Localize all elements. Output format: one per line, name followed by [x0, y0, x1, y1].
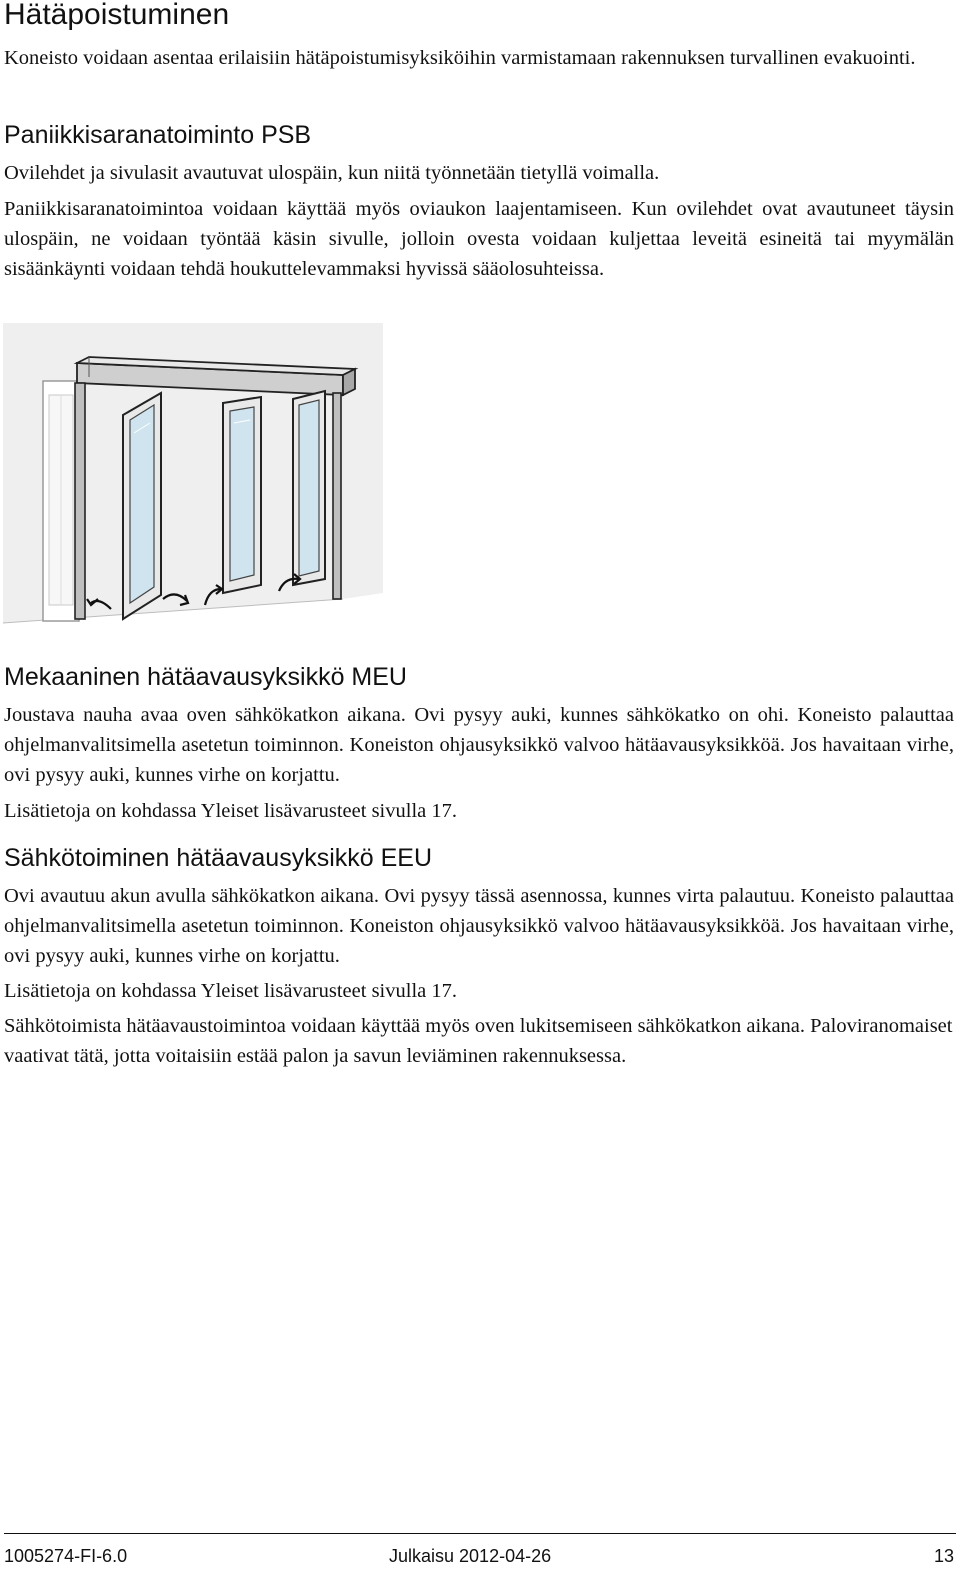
footer-release: Julkaisu 2012-04-26 [389, 1546, 552, 1566]
door-illustration [3, 323, 383, 629]
panic-door-drawing [3, 323, 383, 629]
psb-paragraph-1: Ovilehdet ja sivulasit avautuvat ulospäin, kun niitä työnnetään tietyllä voimalla. [4, 162, 660, 184]
door-leaf-3 [293, 391, 325, 585]
eeu-paragraph-2: Lisätietoja on kohdassa Yleiset lisävarusteet sivulla 17. [4, 980, 457, 1002]
footer-doc-id: 1005274-FI-6.0 [4, 1546, 128, 1566]
psb-paragraph-2: Paniikkisaranatoimintoa voidaan käyttää myös oviaukon laajentamiseen. Kun ovilehdet ovat avautuneet täysin ulospäin, ne voidaan työntää käsin sivulle, jolloin ovesta voidaan kuljettaa leveitä esineitä tai myymälän sisäänkäynti voidaan tehdä houkuttelevammaksi hyvissä sääolosuhteissa. [4, 198, 954, 280]
meu-paragraph-2: Lisätietoja on kohdassa Yleiset lisävarusteet sivulla 17. [4, 800, 457, 822]
eeu-paragraph-1: Ovi avautuu akun avulla sähkökatkon aikana. Ovi pysyy tässä asennossa, kunnes virta palautuu. Koneisto palauttaa ohjelmanvalitsimella asetetun toiminnon. Koneiston ohjausyksikkö valvoo hätäavausyksikköä. Jos havaitaan virhe, ovi pysyy auki, kunnes virhe on korjattu. [4, 885, 954, 967]
door-leaf-2 [223, 397, 261, 593]
footer-page-number: 13 [933, 1546, 954, 1566]
side-screen [43, 381, 79, 621]
page-heading: Hätäpoistuminen [4, 0, 230, 31]
meu-paragraph-1: Joustava nauha avaa oven sähkökatkon aikana. Ovi pysyy auki, kunnes sähkökatko on ohi. Koneisto palauttaa ohjelmanvalitsimella asetetun toiminnon. Koneiston ohjausyksikkö valvoo hätäavausyksikköä. Jos havaitaan virhe, ovi pysyy auki, kunnes virhe on korjattu. [4, 704, 954, 786]
footer-rule [4, 1533, 956, 1534]
eeu-paragraph-3: Sähkötoimista hätäavaustoimintoa voidaan käyttää myös oven lukitsemiseen sähkökatkon aikana. Paloviranomaiset vaativat tätä, jotta voitaisiin estää palon ja savun leviäminen rakennuksessa. [4, 1015, 953, 1067]
meu-section-title: Mekaaninen hätäavausyksikkö MEU [4, 663, 407, 691]
intro-paragraph: Koneisto voidaan asentaa erilaisiin hätäpoistumisyksiköihin varmistamaan rakennuksen turvallinen evakuointi. [4, 47, 916, 69]
door-leaf-1 [123, 393, 161, 619]
eeu-section-title: Sähkötoiminen hätäavausyksikkö EEU [4, 844, 433, 872]
psb-section-title: Paniikkisaranatoiminto PSB [4, 121, 312, 149]
